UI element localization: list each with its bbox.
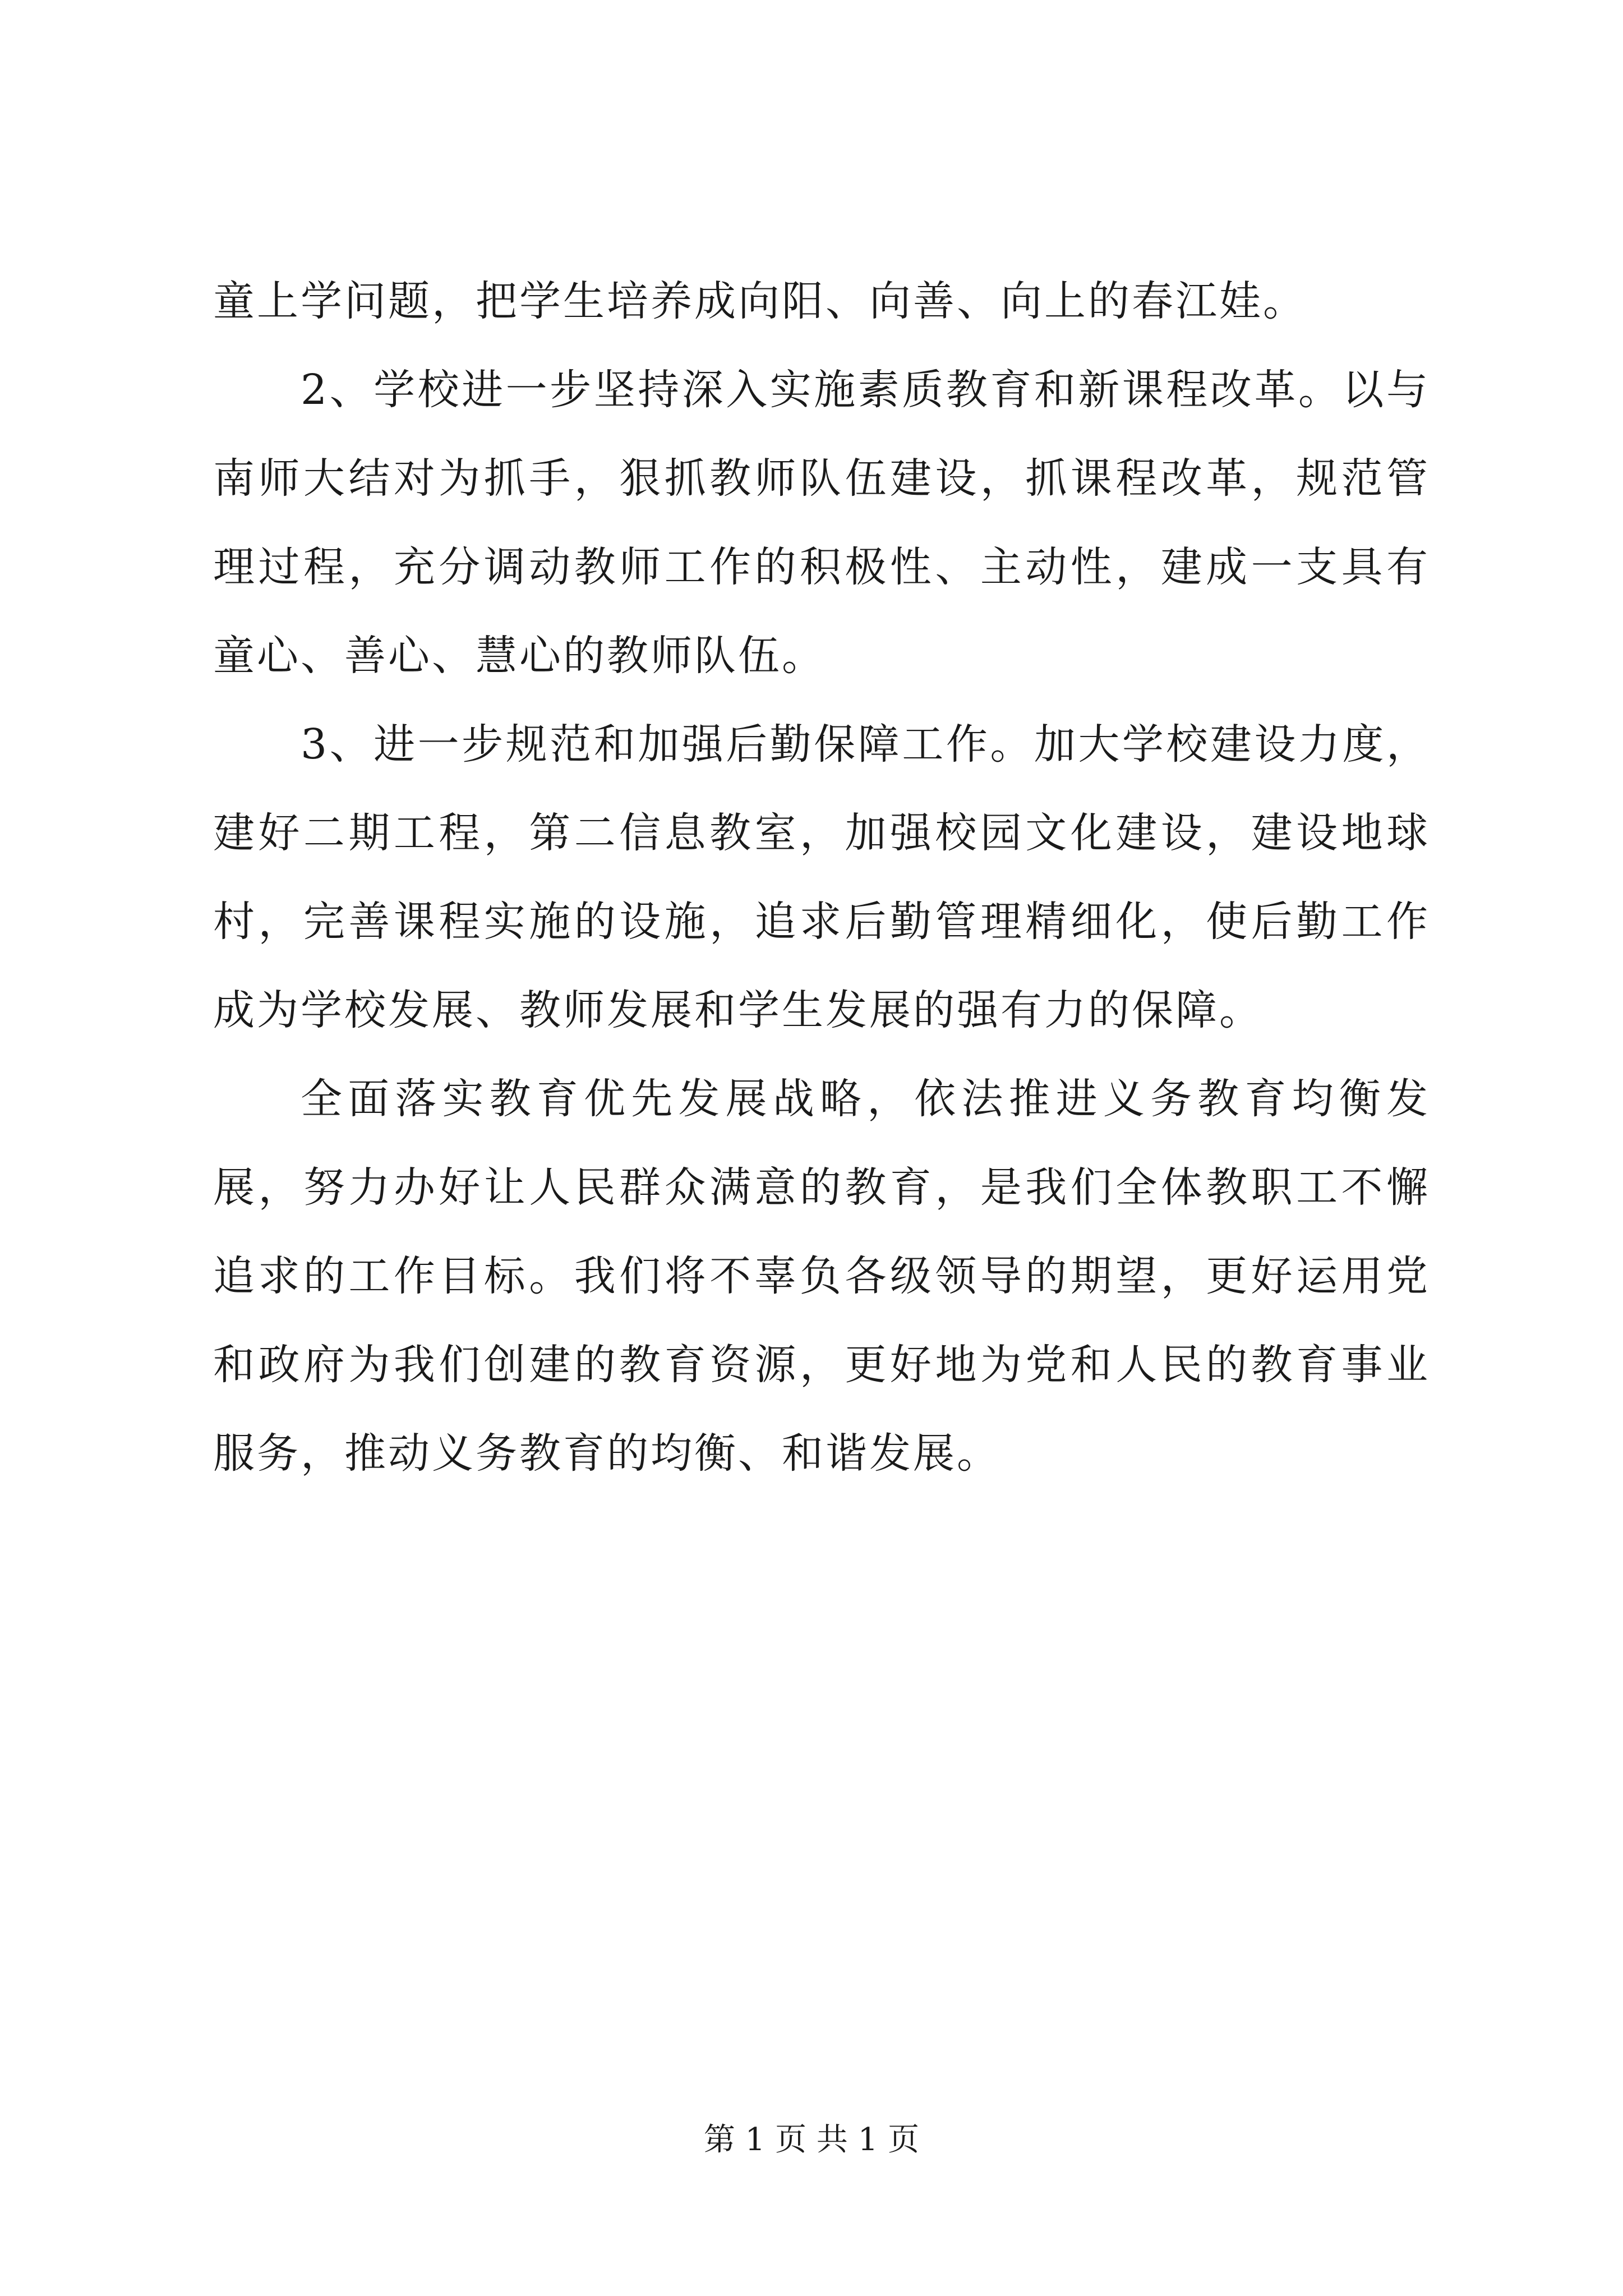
paragraph-conclusion: 全面落实教育优先发展战略，依法推进义务教育均衡发展，努力办好让人民群众满意的教育，是我们全体教职工不懈追求的工作目标。我们将不辜负各级领导的期望，更好运用党和政府为我们创建的教育资源，更好地为党和人民的教育事业服务，推动义务教育的均衡、和谐发展。 [213,1075,1430,1478]
paragraph-continuation: 童上学问题，把学生培养成向阳、向善、向上的春江娃。 [213,277,1307,325]
page-footer [0,2115,1623,2160]
page-number-label: 第 1 页 共 1 页 [703,2122,920,2158]
document-body [213,257,1430,1498]
paragraph-item-3: 3、进一步规范和加强后勤保障工作。加大学校建设力度，建好二期工程，第二信息教室，加强校园文化建设，建设地球村，完善课程实施的设施，追求后勤管理精细化，使后勤工作成为学校发展、教师发展和学生发展的强有力的保障。 [213,720,1430,1034]
paragraph-item-2: 2、学校进一步坚持深入实施素质教育和新课程改革。以与南师大结对为抓手，狠抓教师队伍建设，抓课程改革，规范管理过程，充分调动教师工作的积极性、主动性，建成一支具有童心、善心、慧心的教师队伍。 [213,366,1430,680]
